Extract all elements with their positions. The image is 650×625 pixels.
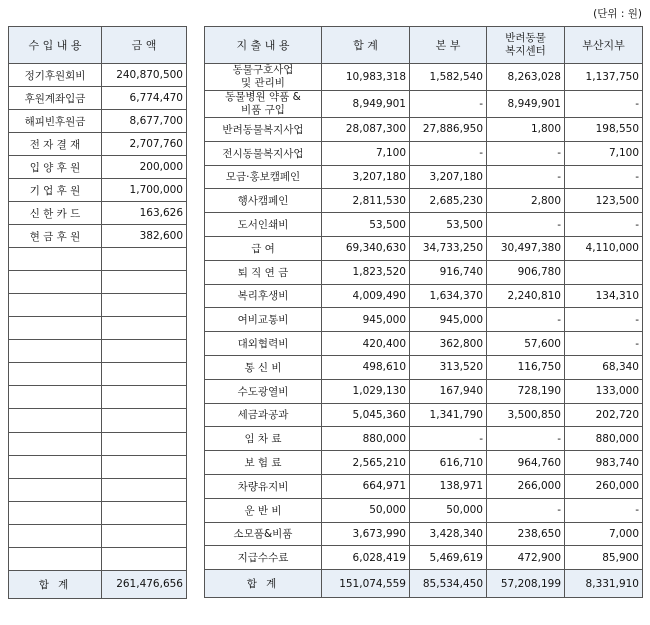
expense-row [205,332,643,356]
expense-hq: 313,520 [410,355,487,379]
income-category [9,271,102,294]
income-row [9,179,187,202]
expense-busan: - [565,332,643,356]
income-amount [102,501,187,524]
expense-center: 57,600 [487,332,565,356]
expense-center: 906,780 [487,260,565,284]
expense-hq: 5,469,619 [410,546,487,570]
expense-center: 8,949,901 [487,91,565,118]
expense-busan: 880,000 [565,427,643,451]
expense-hq: 53,500 [410,213,487,237]
income-table [8,26,187,599]
expense-category: 차량유지비 [205,474,322,498]
expense-category: 도서인쇄비 [205,213,322,237]
expense-category: 운 반 비 [205,498,322,522]
expense-total: 7,100 [322,141,410,165]
expense-center: - [487,498,565,522]
expense-total: 3,673,990 [322,522,410,546]
expense-center: 116,750 [487,355,565,379]
expense-row [205,118,643,142]
income-category [9,317,102,340]
income-row [9,87,187,110]
expense-hq: 138,971 [410,474,487,498]
expense-busan: 1,137,750 [565,64,643,91]
expense-row [205,427,643,451]
income-amount [102,547,187,570]
expense-center: 30,497,380 [487,236,565,260]
expense-category: 세금과공과 [205,403,322,427]
expense-total: 2,811,530 [322,189,410,213]
income-amount [102,363,187,386]
expense-busan: - [565,91,643,118]
income-amount: 8,677,700 [102,110,187,133]
income-row [9,363,187,386]
income-amount: 1,700,000 [102,179,187,202]
income-category [9,294,102,317]
income-amount [102,409,187,432]
expense-category: 전시동물복지사업 [205,141,322,165]
income-amount [102,340,187,363]
income-amount [102,524,187,547]
expense-center: 964,760 [487,451,565,475]
expense-total: 10,983,318 [322,64,410,91]
expense-category: 행사캠페인 [205,189,322,213]
income-category [9,386,102,409]
expense-row [205,522,643,546]
expense-busan: 4,110,000 [565,236,643,260]
expense-center: 2,240,810 [487,284,565,308]
income-amount: 2,707,760 [102,133,187,156]
income-total-label: 합 계 [9,570,102,598]
income-amount: 382,600 [102,225,187,248]
expense-hq: 916,740 [410,260,487,284]
expense-row [205,260,643,284]
income-row [9,110,187,133]
expense-center: - [487,427,565,451]
expense-row [205,236,643,260]
income-amount [102,271,187,294]
expense-row [205,64,643,91]
expense-total: 498,610 [322,355,410,379]
expense-total-center: 57,208,199 [487,570,565,598]
income-category [9,547,102,570]
expense-center: 1,800 [487,118,565,142]
expense-busan: 7,100 [565,141,643,165]
expense-row [205,498,643,522]
expense-total: 1,029,130 [322,379,410,403]
expense-header-total: 합 계 [322,27,410,64]
income-row [9,547,187,570]
expense-hq: 50,000 [410,498,487,522]
expense-row [205,189,643,213]
expense-row [205,546,643,570]
expense-hq: 167,940 [410,379,487,403]
income-row [9,248,187,271]
expense-busan: 85,900 [565,546,643,570]
expense-busan: 123,500 [565,189,643,213]
expense-row [205,165,643,189]
expense-total: 880,000 [322,427,410,451]
unit-label: (단위 : 원) [593,8,642,20]
income-total-amount: 261,476,656 [102,570,187,598]
income-category: 입 양 후 원 [9,156,102,179]
income-row [9,340,187,363]
expense-category: 임 차 료 [205,427,322,451]
expense-center: 728,190 [487,379,565,403]
expense-total: 8,949,901 [322,91,410,118]
expense-hq: - [410,141,487,165]
expense-row [205,403,643,427]
expense-total: 4,009,490 [322,284,410,308]
expense-busan: 68,340 [565,355,643,379]
expense-busan: - [565,498,643,522]
expense-total: 2,565,210 [322,451,410,475]
income-row [9,202,187,225]
income-row [9,317,187,340]
income-row [9,432,187,455]
income-category: 해피빈후원금 [9,110,102,133]
expense-center: 3,500,850 [487,403,565,427]
income-row [9,225,187,248]
income-row [9,455,187,478]
expense-header-row [205,27,643,64]
expense-category: 보 험 료 [205,451,322,475]
expense-hq: 362,800 [410,332,487,356]
expense-hq: 1,582,540 [410,64,487,91]
expense-total: 664,971 [322,474,410,498]
income-category: 정기후원회비 [9,64,102,87]
income-category: 전 자 결 재 [9,133,102,156]
income-row [9,386,187,409]
expense-total: 50,000 [322,498,410,522]
expense-center: - [487,165,565,189]
expense-category: 여비교통비 [205,308,322,332]
income-amount [102,386,187,409]
expense-total: 945,000 [322,308,410,332]
income-category [9,455,102,478]
expense-center: 2,800 [487,189,565,213]
income-row [9,64,187,87]
income-row [9,294,187,317]
expense-header-center: 반려동물 복지센터 [487,27,565,64]
income-header-row [9,27,187,64]
expense-total: 6,028,419 [322,546,410,570]
expense-center: - [487,141,565,165]
income-category: 현 금 후 원 [9,225,102,248]
expense-hq: 616,710 [410,451,487,475]
income-amount [102,248,187,271]
income-row [9,409,187,432]
expense-busan: - [565,308,643,332]
expense-busan: 7,000 [565,522,643,546]
income-amount: 200,000 [102,156,187,179]
expense-table [204,26,643,598]
expense-center: - [487,308,565,332]
expense-total: 28,087,300 [322,118,410,142]
income-row [9,478,187,501]
expense-category: 퇴 직 연 금 [205,260,322,284]
expense-row [205,308,643,332]
expense-hq: 945,000 [410,308,487,332]
expense-category: 동물병원 약품 & 비품 구입 [205,91,322,118]
income-amount: 163,626 [102,202,187,225]
income-amount: 6,774,470 [102,87,187,110]
income-amount: 240,870,500 [102,64,187,87]
expense-hq: 2,685,230 [410,189,487,213]
income-row [9,271,187,294]
expense-busan: 260,000 [565,474,643,498]
expense-category: 통 신 비 [205,355,322,379]
expense-row [205,91,643,118]
income-row [9,501,187,524]
income-category [9,248,102,271]
expense-category: 지급수수료 [205,546,322,570]
expense-category: 반려동물복지사업 [205,118,322,142]
income-row [9,133,187,156]
expense-busan: 983,740 [565,451,643,475]
expense-center: - [487,213,565,237]
income-total-row [9,570,187,598]
expense-total: 1,823,520 [322,260,410,284]
expense-hq: 3,207,180 [410,165,487,189]
expense-total: 420,400 [322,332,410,356]
expense-hq: 3,428,340 [410,522,487,546]
expense-busan: 202,720 [565,403,643,427]
income-category [9,478,102,501]
expense-center: 8,263,028 [487,64,565,91]
expense-category: 수도광열비 [205,379,322,403]
expense-row [205,355,643,379]
expense-total-busan: 8,331,910 [565,570,643,598]
expense-row [205,474,643,498]
expense-row [205,141,643,165]
expense-category: 동물구호사업 및 관리비 [205,64,322,91]
expense-center: 266,000 [487,474,565,498]
expense-hq: 27,886,950 [410,118,487,142]
income-category: 후원계좌입금 [9,87,102,110]
income-amount [102,317,187,340]
expense-hq: - [410,427,487,451]
income-amount [102,455,187,478]
income-category [9,340,102,363]
expense-total-hq: 85,534,450 [410,570,487,598]
income-amount [102,478,187,501]
expense-busan [565,260,643,284]
income-header-category: 수 입 내 용 [9,27,102,64]
expense-category: 대외협력비 [205,332,322,356]
expense-row [205,379,643,403]
expense-row [205,213,643,237]
expense-category: 급 여 [205,236,322,260]
expense-category: 소모품&비품 [205,522,322,546]
income-row [9,524,187,547]
expense-header-hq: 본 부 [410,27,487,64]
expense-header-busan: 부산지부 [565,27,643,64]
expense-total-row [205,570,643,598]
expense-center: 238,650 [487,522,565,546]
expense-busan: 134,310 [565,284,643,308]
expense-header-category: 지 출 내 용 [205,27,322,64]
expense-row [205,284,643,308]
expense-row [205,451,643,475]
expense-total: 5,045,360 [322,403,410,427]
expense-category: 복리후생비 [205,284,322,308]
expense-total-sum: 151,074,559 [322,570,410,598]
expense-hq: 1,341,790 [410,403,487,427]
expense-hq: - [410,91,487,118]
income-amount [102,294,187,317]
expense-total: 69,340,630 [322,236,410,260]
expense-busan: 198,550 [565,118,643,142]
income-row [9,156,187,179]
expense-category: 모금·홍보캠페인 [205,165,322,189]
expense-hq: 34,733,250 [410,236,487,260]
expense-busan: - [565,213,643,237]
expense-center: 472,900 [487,546,565,570]
income-amount [102,432,187,455]
expense-busan: 133,000 [565,379,643,403]
expense-total: 3,207,180 [322,165,410,189]
expense-busan: - [565,165,643,189]
income-category: 기 업 후 원 [9,179,102,202]
income-category [9,432,102,455]
income-header-amount: 금 액 [102,27,187,64]
income-category [9,363,102,386]
income-category [9,501,102,524]
income-category [9,409,102,432]
income-category [9,524,102,547]
expense-total: 53,500 [322,213,410,237]
income-category: 신 한 카 드 [9,202,102,225]
expense-total-label: 합 계 [205,570,322,598]
expense-hq: 1,634,370 [410,284,487,308]
